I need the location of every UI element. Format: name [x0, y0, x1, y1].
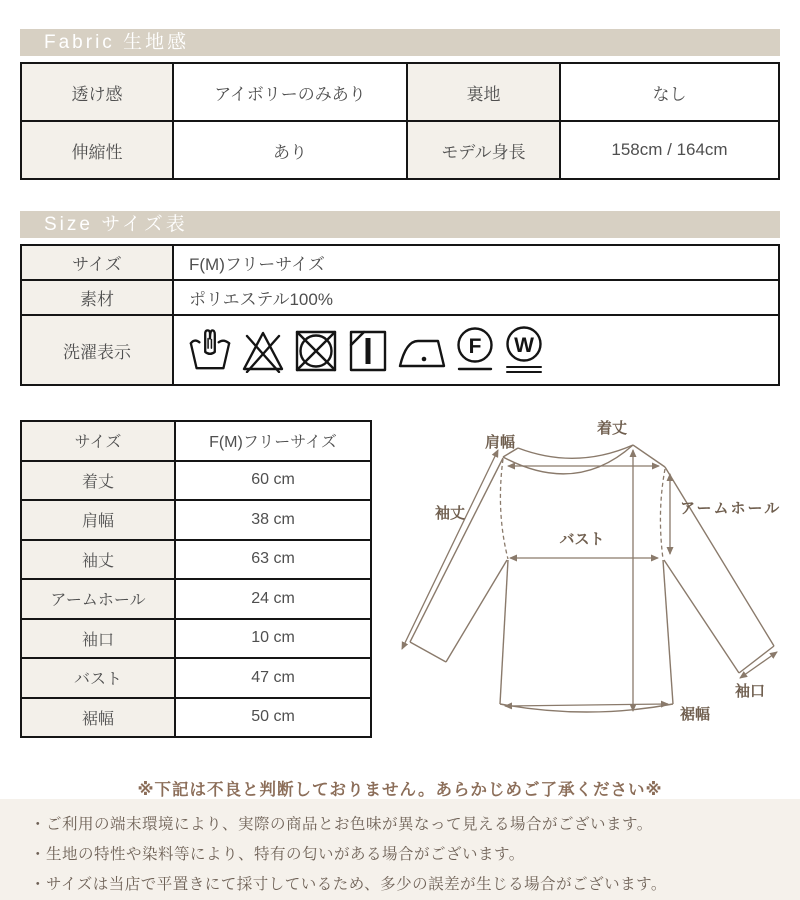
table-row	[21, 461, 371, 501]
table-row	[21, 280, 779, 315]
table-row	[21, 619, 371, 659]
care-symbols-row	[187, 323, 777, 377]
fabric-label-model-height: モデル身長	[407, 121, 560, 179]
note-item: ・サイズは当店で平置きにて採寸しているため、多少の誤差が生じる場合がございます。	[30, 876, 667, 893]
size-info-table	[20, 244, 780, 386]
meas-value-hem: 50 cm	[175, 698, 371, 738]
diagram-label-bust: バスト	[559, 531, 605, 548]
meas-header-label: サイズ	[21, 421, 175, 461]
hand-wash-icon	[187, 327, 233, 373]
table-row	[21, 315, 779, 385]
notes-title: ※下記は不良と判断しておりません。あらかじめご了承ください※	[137, 781, 663, 799]
diagram-label-cuff: 袖口	[734, 683, 766, 700]
table-row	[21, 579, 371, 619]
material-label: 素材	[21, 280, 173, 315]
meas-value-shoulder: 38 cm	[175, 500, 371, 540]
iron-low-heat-icon	[397, 328, 447, 372]
table-row	[21, 698, 371, 738]
fabric-value-sheerness: アイボリーのみあり	[173, 63, 407, 121]
fabric-label-stretch: 伸縮性	[21, 121, 173, 179]
fabric-label-lining: 裏地	[407, 63, 560, 121]
care-label: 洗濯表示	[21, 315, 173, 385]
fabric-table	[20, 62, 780, 180]
diagram-label-sleeve-length: 袖丈	[434, 505, 466, 522]
care-symbols-cell	[173, 315, 779, 385]
size-section-title: Size サイズ表	[44, 214, 188, 235]
diagram-label-shoulder-width: 肩幅	[484, 434, 516, 451]
meas-value-body-length: 60 cm	[175, 461, 371, 501]
meas-label-hem: 裾幅	[21, 698, 175, 738]
wet-clean-letter: W	[514, 334, 534, 357]
meas-label-shoulder: 肩幅	[21, 500, 175, 540]
wet-clean-icon	[503, 325, 545, 375]
meas-value-sleeve: 63 cm	[175, 540, 371, 580]
meas-header-value: F(M)フリーサイズ	[175, 421, 371, 461]
table-row	[21, 500, 371, 540]
dry-clean-petroleum-icon	[454, 325, 496, 375]
table-row	[21, 421, 371, 461]
fabric-label-sheerness: 透け感	[21, 63, 173, 121]
fabric-value-model-height: 158cm / 164cm	[560, 121, 779, 179]
note-item: ・生地の特性や染料等により、特有の匂いがある場合がございます。	[30, 846, 525, 863]
meas-value-cuff: 10 cm	[175, 619, 371, 659]
table-row	[21, 540, 371, 580]
meas-label-bust: バスト	[21, 658, 175, 698]
table-row	[21, 121, 779, 179]
table-row	[21, 63, 779, 121]
meas-value-armhole: 24 cm	[175, 579, 371, 619]
note-item: ・ご利用の端末環境により、実際の商品とお色味が異なって見える場合がございます。	[30, 816, 653, 833]
diagram-label-armhole: アームホール	[680, 500, 782, 517]
diagram-label-hem-width: 裾幅	[680, 706, 711, 723]
garment-measurement-diagram	[388, 412, 792, 750]
fabric-section-title: Fabric 生地感	[44, 32, 190, 53]
diagram-label-body-length: 着丈	[596, 420, 628, 437]
size-section-header	[20, 211, 780, 238]
fabric-value-stretch: あり	[173, 121, 407, 179]
fabric-section-header	[20, 29, 780, 56]
shade-line-dry-icon	[346, 327, 390, 373]
notes-box	[0, 799, 800, 900]
measurement-table	[20, 420, 372, 738]
meas-value-bust: 47 cm	[175, 658, 371, 698]
meas-label-armhole: アームホール	[21, 579, 175, 619]
table-row	[21, 658, 371, 698]
table-row	[21, 245, 779, 280]
meas-label-body-length: 着丈	[21, 461, 175, 501]
meas-label-cuff: 袖口	[21, 619, 175, 659]
dry-clean-letter: F	[468, 335, 482, 358]
do-not-bleach-icon	[240, 327, 286, 373]
fabric-value-lining: なし	[560, 63, 779, 121]
size-value: F(M)フリーサイズ	[173, 245, 779, 280]
meas-label-sleeve: 袖丈	[21, 540, 175, 580]
material-value: ポリエステル100%	[173, 280, 779, 315]
do-not-tumble-dry-icon	[293, 327, 339, 373]
size-label: サイズ	[21, 245, 173, 280]
